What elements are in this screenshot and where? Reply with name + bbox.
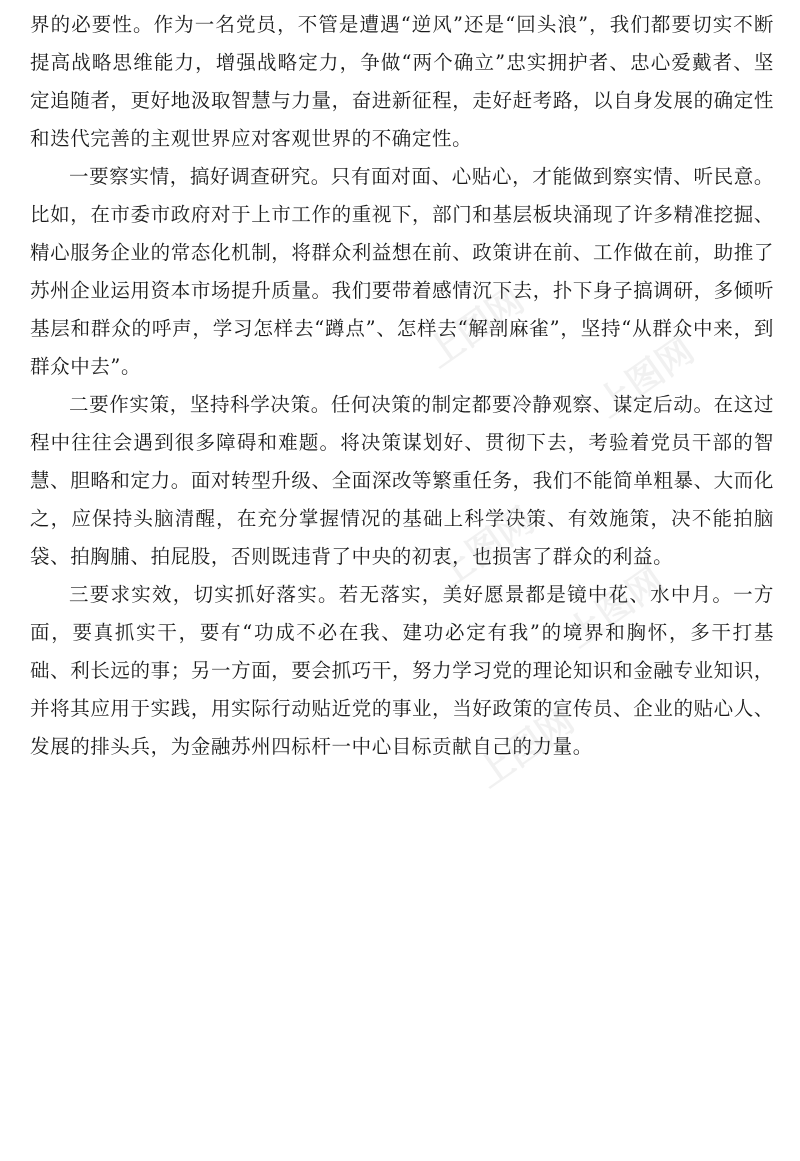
paragraph-intro-continued: 界的必要性。作为一名党员，不管是遭遇“逆风”还是“回头浪”，我们都要切实不断提高战略思维能力，增强战略定力，争做“两个确立”忠实拥护者、忠心爱戴者、坚定追随者，更好地汲取智慧与力量，奋进新征程，走好赶考路，以自身发展的确定性和迭代完善的主观世界应对客观世界的不确定性。 [30,13,774,150]
watermark: 上图网 [429,500,542,596]
watermark: 上图网 [419,280,532,376]
paragraph-decision: 二要作实策，坚持科学决策。任何决策的制定都要冷静观察、谋定后动。在这过程中往往会遇到很多障碍和难题。将决策谋划好、贯彻下去，考验着党员干部的智慧、胆略和定力。面对转型升级、全面深改等繁重任务，我们不能简单粗暴、大而化之，应保持头脑清醒，在充分掌握情况的基础上科学决策、有效施策，决不能拍脑袋、拍胸脯、拍屁股，否则既违背了中央的初衷，也损害了群众的利益。 [30,393,774,568]
paragraph-implementation: 三要求实效，切实抓好落实。若无落实，美好愿景都是镜中花、水中月。一方面，要真抓实干，要有“功成不必在我、建功必定有我”的境界和胸怀，多干打基础、利长远的事；另一方面，要会抓巧干，努力学习党的理论知识和金融专业知识，并将其应用于实践，用实际行动贴近党的事业，当好政策的宣传员、企业的贴心人、发展的排头兵，为金融苏州四标杆一中心目标贡献自己的力量。 [30,583,774,758]
document-body [30,6,774,766]
watermark: 上图网 [559,560,672,656]
watermark: 上图网 [589,330,702,426]
paragraph-investigate: 一要察实情，搞好调查研究。只有面对面、心贴心，才能做到察实情、听民意。比如，在市委市政府对于上市工作的重视下，部门和基层板块涌现了许多精准挖掘、精心服务企业的常态化机制，将群众利益想在前、政策讲在前、工作做在前，助推了苏州企业运用资本市场提升质量。我们要带着感情沉下去，扑下身子搞调研，多倾听基层和群众的呼声，学习怎样去“蹲点”、怎样去“解剖麻雀”，坚持“从群众中来，到群众中去”。 [30,165,774,378]
watermark: 上图网 [469,700,582,796]
